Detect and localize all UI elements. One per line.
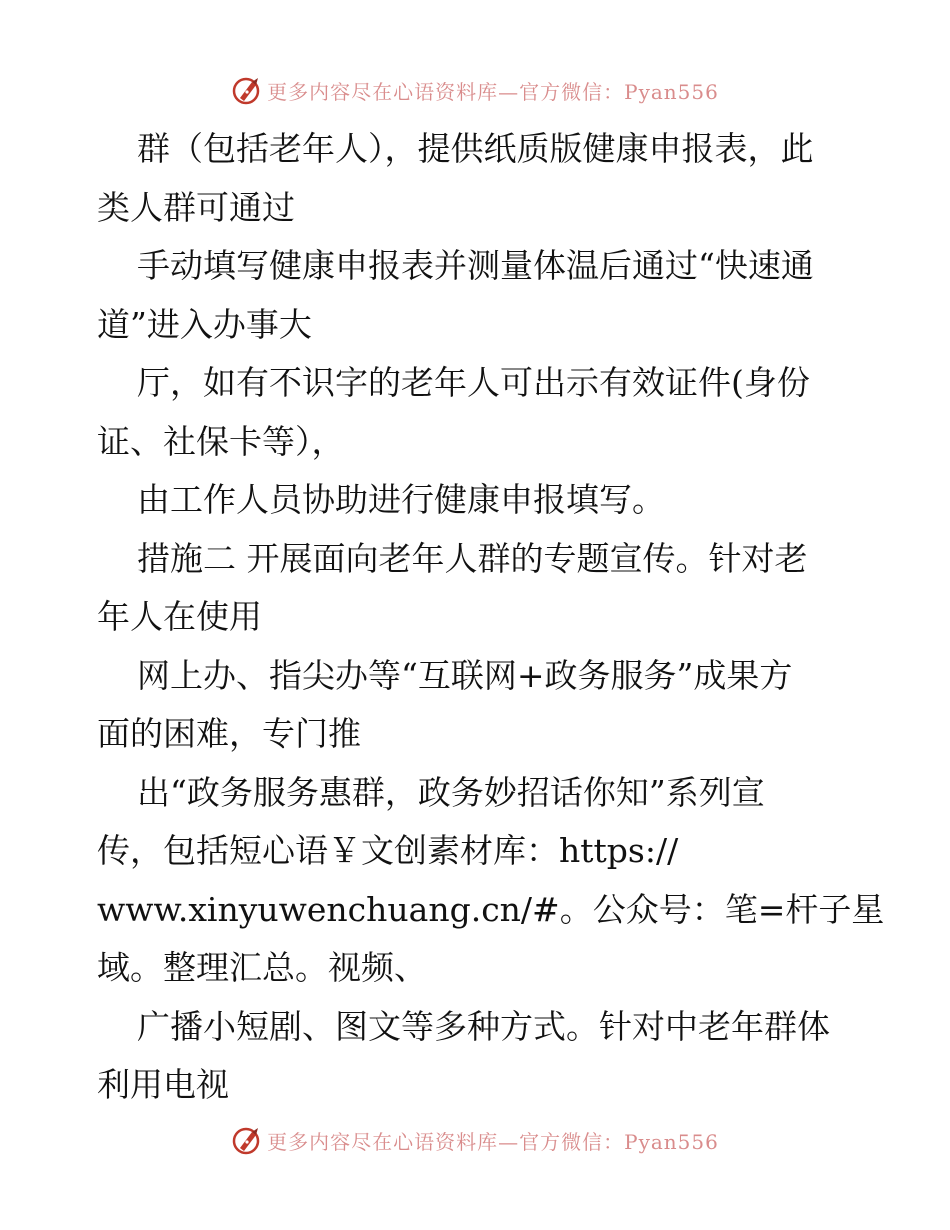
text-line: 广播小短剧、图文等多种方式。针对中老年群体 <box>137 1006 830 1046</box>
header-banner-content <box>231 74 719 106</box>
text-line: 出“政务服务惠群，政务妙招话你知”系列宣 <box>137 772 765 812</box>
pen-nib-logo-icon <box>231 74 263 106</box>
text-line: 由工作人员协助进行健康申报填写。 <box>137 480 665 519</box>
footer-banner <box>0 1122 950 1158</box>
footer-banner-text: 更多内容尽在心语资料库—官方微信：Pyan556 <box>267 1129 719 1154</box>
document-body <box>97 120 885 1115</box>
footer-banner-content <box>231 1124 719 1156</box>
header-banner-text: 更多内容尽在心语资料库—官方微信：Pyan556 <box>267 79 719 104</box>
text-line: 利用电视 <box>97 1065 229 1104</box>
text-line: 网上办、指尖办等“互联网+政务服务”成果方 <box>137 655 793 695</box>
text-line: www.xinyuwenchuang.cn/#。公众号：笔=杆子星 <box>97 889 885 929</box>
text-line: 年人在使用 <box>97 597 262 636</box>
header-banner <box>0 72 950 108</box>
text-line: 证、社保卡等）， <box>97 421 345 461</box>
text-line: 措施二 开展面向老年人群的专题宣传。针对老 <box>137 538 808 578</box>
text-line: 群（包括老年人），提供纸质版健康申报表，此 <box>137 129 814 168</box>
text-line: 道”进入办事大 <box>97 304 312 344</box>
text-line: 手动填写健康申报表并测量体温后通过“快速通 <box>137 246 814 285</box>
text-line: 厅，如有不识字的老年人可出示有效证件(身份 <box>137 363 810 402</box>
text-line: 传，包括短心语￥文创素材库：https:// <box>97 831 679 870</box>
pen-nib-logo-icon <box>231 1124 263 1156</box>
text-line: 域。整理汇总。视频、 <box>97 948 427 987</box>
text-line: 类人群可通过 <box>97 187 295 227</box>
text-line: 面的困难，专门推 <box>97 714 361 753</box>
